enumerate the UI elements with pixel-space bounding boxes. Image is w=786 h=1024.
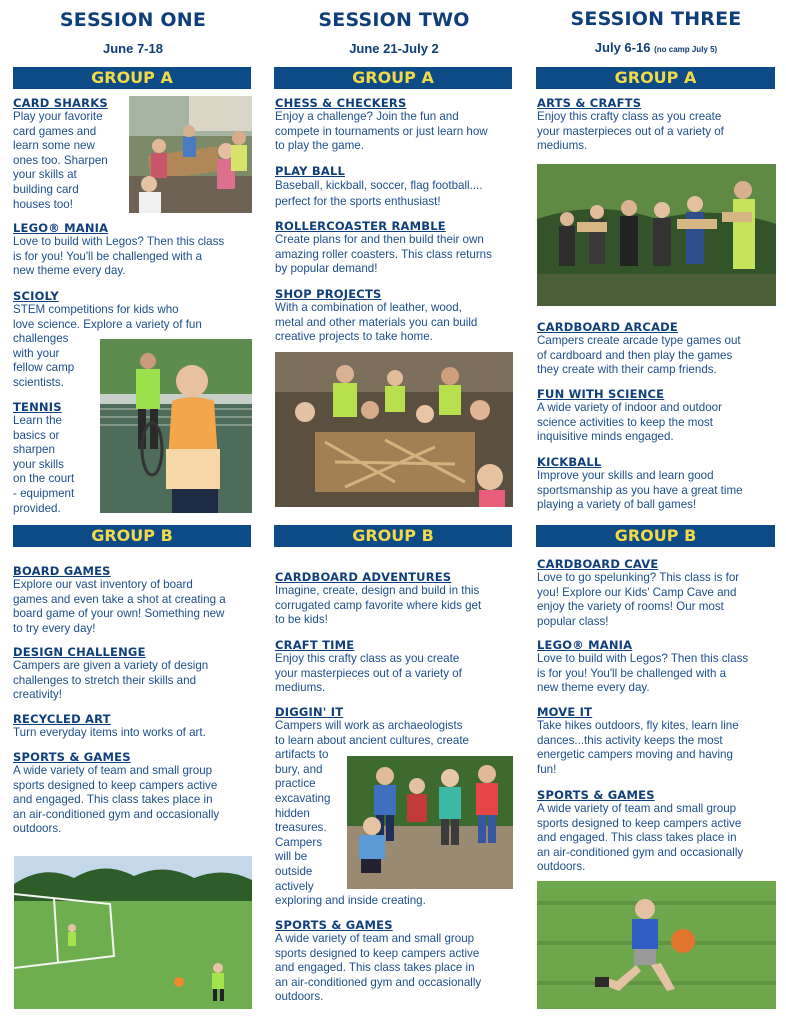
rollercoaster-text: Create plans for and then build their own amazing roller coasters. This class returns by popular demand!: [275, 233, 492, 276]
play-ball-heading: PLAY BALL: [275, 164, 346, 178]
cardboard-adventures-heading: CARDBOARD ADVENTURES: [275, 570, 452, 584]
kickball-text: Improve your skills and learn good sportsmanship as you have a great time playing a variety of ball games!: [537, 469, 743, 512]
tennis-text: Learn the basics or sharpen your skills on the court - equipment provided.: [13, 414, 75, 515]
group-b-bar-session-three: GROUP B: [536, 525, 775, 547]
cardboard-adventures-text: Imagine, create, design and build in this corrugated camp favorite where kids get to be kids!: [275, 584, 482, 627]
craft-time-text: Enjoy this crafty class as you create your masterpieces out of a variety of mediums.: [275, 652, 462, 695]
session-two-dates: June 21-July 2: [349, 41, 439, 56]
soccer-field-photo: [14, 856, 252, 1009]
kickball-photo: [537, 881, 776, 1009]
group-a-bar-session-one: GROUP A: [13, 67, 251, 89]
session-two-title: SESSION TWO: [318, 9, 470, 31]
arts-crafts-photo: [537, 164, 776, 306]
board-games-text: Explore our vast inventory of board games and even take a shot at creating a board game of your own! Something new to try every day!: [13, 578, 226, 635]
diggin-it-text: Campers will work as archaeologists to learn about ancient cultures, create artifacts to bury, and practice excavating hidden treasures. Campers will be outside actively exploring and inside creating.: [275, 719, 469, 908]
arts-crafts-heading: ARTS & CRAFTS: [537, 96, 642, 110]
recycled-art-heading: RECYCLED ART: [13, 712, 111, 726]
design-challenge-heading: DESIGN CHALLENGE: [13, 645, 146, 659]
kickball-heading: KICKBALL: [537, 455, 602, 469]
move-it-text: Take hikes outdoors, fly kites, learn line dances...this activity keeps the most energetic campers moving and having fun!: [537, 719, 739, 776]
cardboard-cave-heading: CARDBOARD CAVE: [537, 557, 659, 571]
chess-checkers-text: Enjoy a challenge? Join the fun and compete in tournaments or just learn how to play the game.: [275, 110, 488, 153]
lego-mania-text: Love to build with Legos? Then this class is for you! You'll be challenged with a new theme every day.: [13, 235, 225, 278]
scioly-heading: SCIOLY: [13, 289, 59, 303]
recycled-art-text: Turn everyday items into works of art.: [13, 726, 206, 739]
session-one-dates: June 7-18: [103, 41, 163, 56]
craft-time-heading: CRAFT TIME: [275, 638, 355, 652]
arts-crafts-text: Enjoy this crafty class as you create your masterpieces out of a variety of mediums.: [537, 110, 724, 153]
fun-with-science-text: A wide variety of indoor and outdoor science activities to keep the most inquisitive minds engaged.: [537, 401, 722, 444]
diggin-it-heading: DIGGIN' IT: [275, 705, 344, 719]
card-games-photo: [129, 96, 252, 213]
fun-with-science-heading: FUN WITH SCIENCE: [537, 387, 665, 401]
cardboard-cave-text: Love to go spelunking? This class is for you! Explore our Kids' Camp Cave and enjoy the variety of rooms! Our most popular class!: [537, 571, 740, 628]
lego-mania-text-s3: Love to build with Legos? Then this class is for you! You'll be challenged with a new theme every day.: [537, 652, 749, 695]
sports-games-text-s1: A wide variety of team and small group sports designed to keep campers active and engaged. This class takes place in an air-conditioned gym and occasionally outdoors.: [13, 764, 220, 836]
board-games-heading: BOARD GAMES: [13, 564, 111, 578]
cardboard-arcade-heading: CARDBOARD ARCADE: [537, 320, 678, 334]
card-sharks-text: Play your favorite card games and learn some new ones too. Sharpen your skills at building card houses too!: [13, 110, 108, 211]
sports-games-heading-s3: SPORTS & GAMES: [537, 788, 655, 802]
shop-projects-heading: SHOP PROJECTS: [275, 287, 382, 301]
move-it-heading: MOVE IT: [537, 705, 593, 719]
group-a-bar-session-two: GROUP A: [274, 67, 512, 89]
sports-games-heading-s2: SPORTS & GAMES: [275, 918, 393, 932]
chess-checkers-heading: CHESS & CHECKERS: [275, 96, 407, 110]
group-b-bar-session-one: GROUP B: [13, 525, 251, 547]
session-three-note: (no camp July 5): [654, 45, 718, 54]
sports-games-heading-s1: SPORTS & GAMES: [13, 750, 131, 764]
rollercoaster-heading: ROLLERCOASTER RAMBLE: [275, 219, 446, 233]
lego-mania-heading-s3: LEGO® MANIA: [537, 638, 633, 652]
tennis-heading: TENNIS: [13, 400, 62, 414]
cardboard-arcade-text: Campers create arcade type games out of cardboard and then play the games they create with their camp friends.: [537, 334, 741, 377]
group-a-bar-session-three: GROUP A: [536, 67, 775, 89]
session-three-dates-text: July 6-16: [594, 40, 651, 55]
card-sharks-heading: CARD SHARKS: [13, 96, 108, 110]
session-one-title: SESSION ONE: [59, 9, 207, 31]
sports-games-text-s2: A wide variety of team and small group sports designed to keep campers active and engaged. This class takes place in an air-conditioned gym and occasionally outdoors.: [275, 932, 482, 1004]
scioly-text: STEM competitions for kids who love science. Explore a variety of fun challenges with your fellow camp scientists.: [13, 303, 202, 389]
play-ball-text: Baseball, kickball, soccer, flag football.... perfect for the sports enthusiast!: [275, 179, 483, 208]
tennis-photo: [100, 339, 252, 513]
shop-projects-text: With a combination of leather, wood, metal and other materials you can build creative projects to take home.: [275, 301, 478, 344]
session-three-title: SESSION THREE: [570, 8, 742, 30]
lego-mania-heading: LEGO® MANIA: [13, 221, 109, 235]
shop-projects-photo: [275, 352, 513, 507]
sports-games-text-s3: A wide variety of team and small group sports designed to keep campers active and engaged. This class takes place in an air-conditioned gym and occasionally outdoors.: [537, 802, 744, 874]
design-challenge-text: Campers are given a variety of design challenges to stretch their skills and creativity!: [13, 659, 209, 702]
group-b-bar-session-two: GROUP B: [274, 525, 512, 547]
archaeology-photo: [347, 756, 513, 889]
session-three-dates: [536, 40, 776, 55]
